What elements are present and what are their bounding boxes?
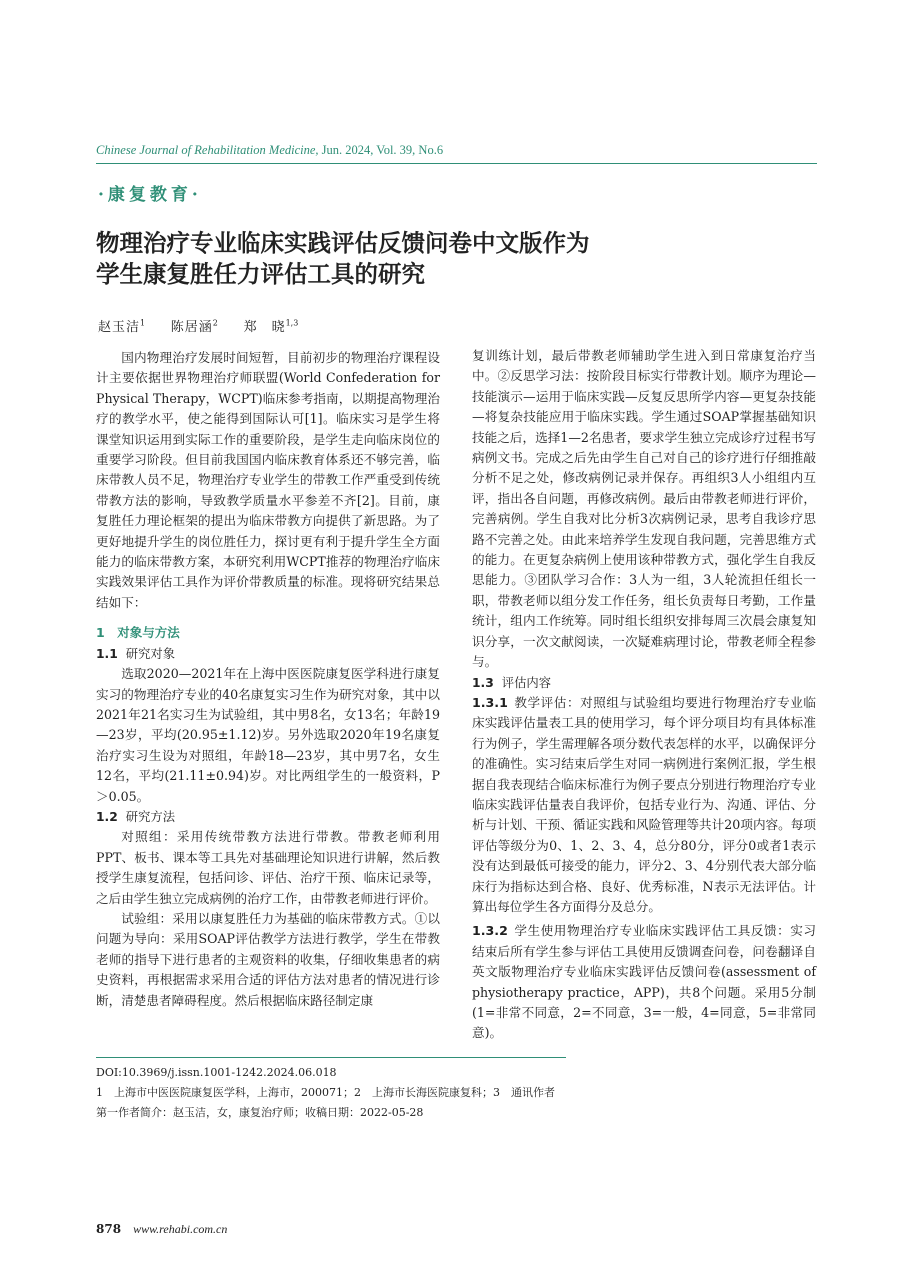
title-line-1: 物理治疗专业临床实践评估反馈问卷中文版作为 — [96, 229, 590, 257]
subsection-number: 1.3 — [472, 675, 494, 690]
experiment-group-paragraph: 试验组：采用以康复胜任力为基础的临床带教方式。①以问题为导向：采用SOAP评估教学方法进行教学，学生在带教老师的指导下进行患者的主观资料的收集，仔细收集患者的病史资料，再根据需求采用合适的评估方法对患者的情况进行诊断，清楚患者障碍程度。然后根据临床路径制定康 — [96, 910, 440, 1008]
title-line-2: 学生康复胜任力评估工具的研究 — [96, 260, 425, 288]
author-bio: 第一作者简介：赵玉洁，女，康复治疗师；收稿日期：2022-05-28 — [96, 1106, 424, 1119]
journal-issue: Jun. 2024, Vol. 39, No.6 — [321, 143, 444, 157]
subsection-heading — [472, 673, 816, 693]
section-heading: 1 对象与方法 — [96, 625, 180, 641]
article-title — [96, 228, 736, 290]
author-name: 郑 晓 — [243, 320, 286, 335]
author-affiliation: 1 — [140, 318, 146, 328]
author-name: 赵玉洁 — [98, 320, 141, 335]
author-name: 陈居涵 — [170, 320, 213, 335]
subsection-number: 1.1 — [96, 646, 118, 661]
journal-url: www.rehabi.com.cn — [133, 1222, 228, 1236]
right-column — [472, 346, 816, 1044]
footnote-divider — [96, 1057, 566, 1058]
author-affiliation: 2 — [212, 318, 218, 328]
feedback-paragraph — [472, 921, 816, 1043]
subsection-number: 1.2 — [96, 809, 118, 824]
author-list — [98, 316, 298, 335]
left-column — [96, 348, 440, 1011]
affiliations: 1 上海市中医医院康复医学科，上海市，200071；2 上海市长海医院康复科；3 通讯作者 — [96, 1086, 555, 1099]
page-number: 878 — [96, 1222, 122, 1236]
control-group-paragraph: 对照组：采用传统带教方法进行带教。带教老师利用PPT、板书、课本等工具先对基础理论知识进行讲解，然后教授学生康复流程，包括问诊、评估、治疗干预、临床记录等，之后由学生独立完成病例的治疗工作，由带教老师进行评价。 — [96, 829, 440, 906]
footnotes — [96, 1063, 816, 1123]
author-affiliation: 1,3 — [285, 318, 299, 328]
teaching-assessment-text: 教学评估：对照组与试验组均要进行物理治疗专业临床实践评估量表工具的使用学习，每个评分项目均有具体标准行为例子，学生需理解各项分数代表怎样的水平，以确保评分的准确性。实习结束后学生对同一病例进行案例汇报，学生根据自我表现结合临床标准行为例子要点分别进行物理治疗专业临床实践评估量表自我评价，包括专业行为、沟通、评估、分析与计划、干预、循证实践和风险管理等共计20项内容。每项评估等级分为0、1、2、3、4，总分80分，评分0或者1表示没有达到最低可接受的能力，评分2、3、4分别代表大部分临床行为指标达到合格、良好、优秀标准，N表示无法评估。计算出每位学生各方面得分及总分。 — [472, 694, 816, 914]
subsection-heading — [96, 644, 440, 664]
journal-name: Chinese Journal of Rehabilitation Medicine, — [96, 143, 319, 157]
subsubsection-number: 1.3.2 — [472, 923, 508, 939]
subsubsection-number: 1.3.1 — [472, 694, 508, 710]
section-tag: ·康复教育· — [98, 185, 202, 205]
feedback-text: 学生使用物理治疗专业临床实践评估工具反馈：实习结束后所有学生参与评估工具使用反馈调查问卷，问卷翻译自英文版物理治疗专业临床实践评估反馈问卷(assessment of physiotherapy practice，APP)，共8个问题。采用5分制(1=非常不同意，2=不同意，3=一般，4=同意，5=非常同意)。 — [472, 923, 816, 1041]
subsection-title: 研究对象 — [125, 646, 175, 661]
doi: DOI:10.3969/j.issn.1001-1242.2024.06.018 — [96, 1066, 337, 1079]
subsection-heading — [96, 807, 440, 827]
subjects-paragraph: 选取2020—2021年在上海中医医院康复医学科进行康复实习的物理治疗专业的40名康复实习生作为研究对象，其中以2021年21名实习生为试验组，其中男8名，女13名；年龄19—23岁，平均(20.95±1.12)岁。另外选取2020年19名康复治疗实习生设为对照组，年龄18—23岁，其中男7名，女生12名，平均(21.11±0.94)岁。对比两组学生的一般资料，P＞0.05。 — [96, 666, 440, 804]
subsection-title: 评估内容 — [501, 675, 551, 690]
continued-paragraph: 复训练计划，最后带教老师辅助学生进入到日常康复治疗当中。②反思学习法：按阶段目标实行带教计划。顺序为理论—技能演示—运用于临床实践—反复反思所学内容—更复杂技能—将复杂技能应用于临床实践。学生通过SOAP掌握基础知识技能之后，选择1—2名患者，要求学生独立完成诊疗过程书写病例文书。完成之后先由学生自己对自己的诊疗进行仔细推敲分析不足之处，修改病例记录并保存。再组织3人小组组内互评，指出各自问题，再修改病例。最后由带教老师进行评价，完善病例。学生自我对比分析3次病例记录，思考自我诊疗思路不完善之处。由此来培养学生发现自我问题，完善思维方式的能力。在更复杂病例上使用该种带教方式，强化学生自我反思能力。③团队学习合作：3人为一组，3人轮流担任组长一职，带教老师以组分发工作任务，组长负责每日考勤，工作量统计，组内工作统筹。同时组长组织安排每周三次晨会康复知识分享，一次文献阅读，一次疑难病理讨论，带教老师全程参与。 — [472, 348, 816, 670]
subsection-title: 研究方法 — [125, 809, 175, 824]
journal-header — [96, 143, 817, 164]
page-footer — [96, 1222, 227, 1237]
intro-paragraph: 国内物理治疗发展时间短暂，目前初步的物理治疗课程设计主要依据世界物理治疗师联盟(World Confederation for Physical Therapy，WCPT)临床参考指南，以期提高物理治疗的教学水平，使之能得到国际认可[1]。临床实习是学生将课堂知识运用到实际工作的重要阶段，是学生走向临床岗位的重要学习阶段。但目前我国国内临床教育体系还不够完善，临床带教人员不足，物理治疗专业学生的带教工作严重受到传统带教方法的影响，导致教学质量水平参差不齐[2]。目前，康复胜任力理论框架的提出为临床带教方向提供了新思路。为了更好地提升学生的岗位胜任力，探讨更有利于提升学生全方面能力的临床带教方案，本研究利用WCPT推荐的物理治疗临床实践效果评估工具作为评价带教质量的标准。现将研究结果总结如下： — [96, 350, 440, 610]
teaching-assessment-paragraph — [472, 693, 816, 917]
